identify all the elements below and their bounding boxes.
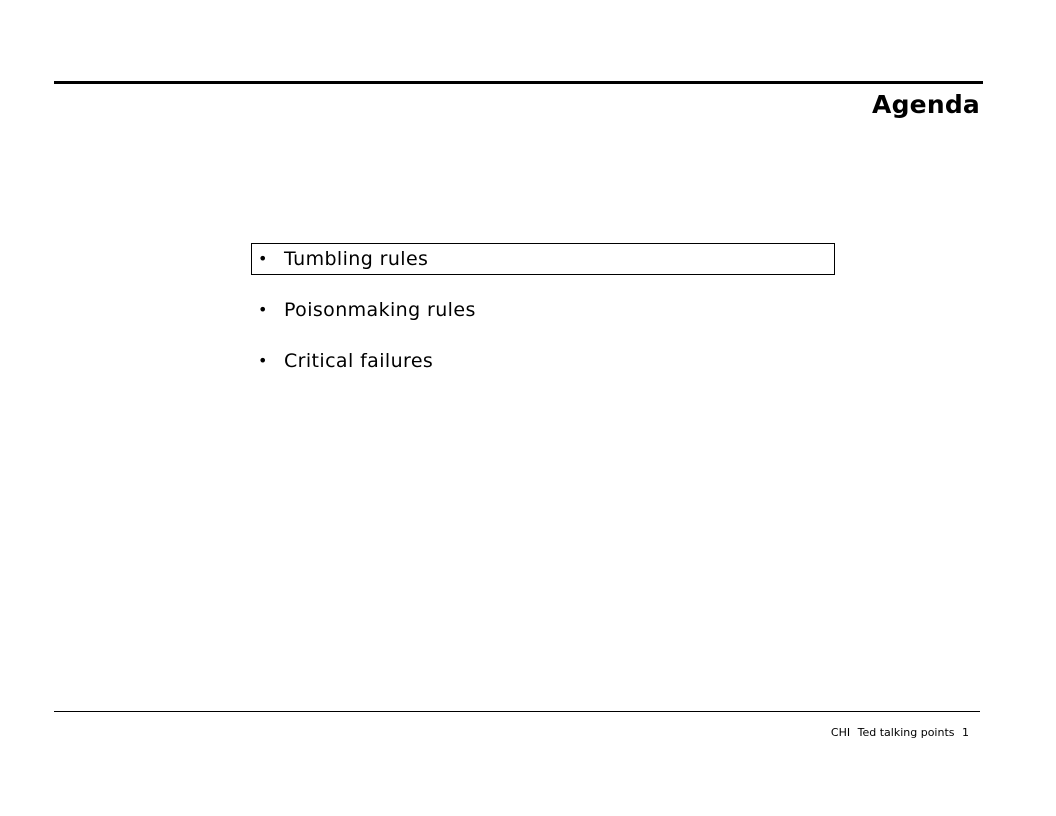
bottom-divider bbox=[54, 711, 980, 712]
agenda-item-poisonmaking-rules bbox=[251, 294, 835, 326]
page-number: 1 bbox=[962, 726, 969, 739]
agenda-item-label: Critical failures bbox=[284, 350, 434, 372]
agenda-item-tumbling-rules bbox=[251, 243, 835, 275]
footer-doc-title: Ted talking points bbox=[857, 726, 955, 739]
agenda-item-critical-failures bbox=[251, 345, 835, 377]
agenda-list bbox=[251, 243, 835, 396]
footer bbox=[831, 726, 969, 740]
slide-title: Agenda bbox=[872, 90, 980, 119]
agenda-item-label: Tumbling rules bbox=[284, 248, 429, 270]
bullet-icon: • bbox=[258, 249, 268, 268]
footer-org: CHI bbox=[830, 726, 851, 739]
agenda-item-label: Poisonmaking rules bbox=[284, 299, 476, 321]
bullet-icon: • bbox=[258, 351, 268, 370]
top-divider bbox=[54, 81, 983, 84]
bullet-icon: • bbox=[258, 300, 268, 319]
